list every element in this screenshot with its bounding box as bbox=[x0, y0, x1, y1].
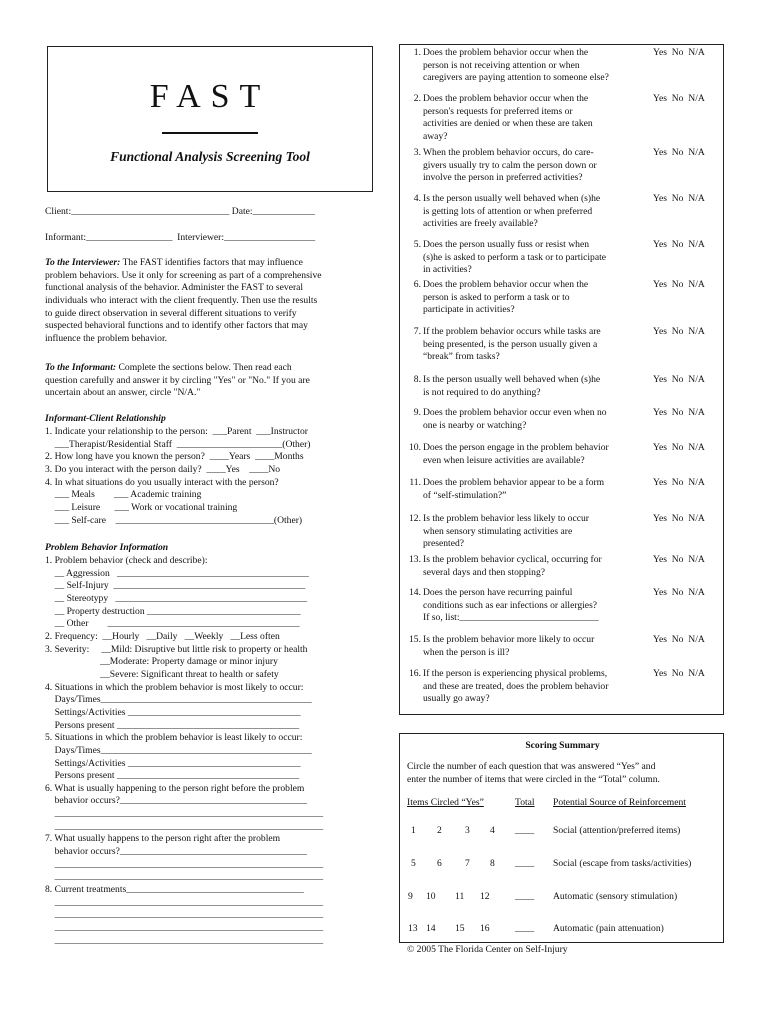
question-line: is getting lots of attention or when preferred bbox=[423, 205, 593, 217]
question-line: person is not receiving attention or when bbox=[423, 59, 580, 71]
header-source: Potential Source of Reinforcement bbox=[553, 797, 686, 808]
question-line: “break” from tasks? bbox=[423, 351, 500, 363]
question-line: Is the problem behavior less likely to occur bbox=[423, 513, 589, 524]
item-number[interactable]: 10 bbox=[426, 891, 436, 902]
item-number[interactable]: 14 bbox=[426, 923, 436, 934]
question-line: If the problem behavior occurs while tasks are bbox=[423, 326, 601, 337]
question-number: 10. bbox=[409, 442, 421, 453]
behavior-line[interactable]: ________________________________________________________ bbox=[45, 909, 324, 921]
question-text bbox=[423, 634, 649, 659]
informant-interviewer-line[interactable]: Informant:__________________ Interviewer:___________________ bbox=[45, 232, 316, 243]
question-number: 7. bbox=[413, 326, 421, 337]
question-line: conditions such as ear infections or allergies? bbox=[423, 599, 598, 611]
relationship-line[interactable]: 2. How long have you known the person? ____Years ____Months bbox=[45, 451, 304, 463]
scoring-instructions bbox=[407, 761, 719, 786]
form-subtitle: Functional Analysis Screening Tool bbox=[110, 148, 310, 164]
interviewer-line: problem behaviors. Use it only for screening as part of a comprehensive bbox=[45, 269, 322, 281]
question-line: If the person is experiencing physical problems, bbox=[423, 668, 608, 679]
answer-options[interactable]: Yes No N/A bbox=[653, 326, 705, 337]
behavior-line[interactable]: 5. Situations in which the problem behavior is least likely to occur: bbox=[45, 732, 303, 744]
behavior-line[interactable]: __ Property destruction ________________________________ bbox=[45, 605, 301, 617]
behavior-line[interactable]: 4. Situations in which the problem behavior is most likely to occur: bbox=[45, 681, 304, 693]
behavior-line[interactable]: ________________________________________________________ bbox=[45, 934, 324, 946]
relationship-line[interactable]: ___Therapist/Residential Staff ______________________(Other) bbox=[45, 438, 311, 450]
question-number: 8. bbox=[413, 374, 421, 385]
relationship-line[interactable]: 1. Indicate your relationship to the person: ___Parent ___Instructor bbox=[45, 426, 308, 437]
question-number: 1. bbox=[413, 47, 421, 58]
question-line: Does the problem behavior occur when the bbox=[423, 279, 589, 290]
question-line: usually go away? bbox=[423, 693, 490, 705]
question-line: presented? bbox=[423, 538, 465, 550]
relationship-section[interactable] bbox=[45, 426, 377, 527]
question-number: 6. bbox=[413, 279, 421, 290]
question-line: When the problem behavior occurs, do care- bbox=[423, 147, 594, 158]
reinforcement-source: Social (attention/preferred items) bbox=[553, 825, 681, 836]
header-total: Total bbox=[515, 797, 535, 808]
question-line: Does the problem behavior occur when the bbox=[423, 93, 589, 104]
total-field[interactable]: ____ bbox=[515, 858, 535, 869]
behavior-line[interactable]: behavior occurs?_______________________________________ bbox=[45, 846, 307, 858]
item-number[interactable]: 16 bbox=[480, 923, 490, 934]
item-number[interactable]: 3 bbox=[465, 825, 470, 836]
item-number[interactable]: 9 bbox=[408, 891, 413, 902]
behavior-line[interactable]: 3. Severity: __Mild: Disruptive but little risk to property or health bbox=[45, 643, 308, 655]
informant-line: question carefully and answer it by circling "Yes" or "No." If you are bbox=[45, 374, 310, 386]
question-line: when sensory stimulating activities are bbox=[423, 525, 573, 537]
interviewer-line: The FAST identifies factors that may influence bbox=[122, 257, 303, 268]
item-number[interactable]: 8 bbox=[490, 858, 495, 869]
item-number[interactable]: 15 bbox=[455, 923, 465, 934]
question-text bbox=[423, 47, 649, 85]
item-number[interactable]: 13 bbox=[408, 923, 418, 934]
scoring-summary-box bbox=[399, 733, 724, 943]
question-text bbox=[423, 374, 649, 399]
item-number[interactable]: 6 bbox=[437, 858, 442, 869]
answer-options[interactable]: Yes No N/A bbox=[653, 477, 705, 488]
relationship-line[interactable]: 3. Do you interact with the person daily? ____Yes ____No bbox=[45, 463, 281, 475]
behavior-line[interactable]: ________________________________________________________ bbox=[45, 858, 324, 870]
question-line: activities are denied or when these are taken bbox=[423, 118, 593, 130]
relationship-line: 4. In what situations do you usually interact with the person? bbox=[45, 476, 279, 488]
informant-lead: To the Informant: bbox=[45, 362, 117, 373]
interviewer-line: to guide direct observation in several different situations to verify bbox=[45, 307, 297, 319]
question-text bbox=[423, 93, 649, 144]
copyright: © 2005 The Florida Center on Self-Injury bbox=[407, 944, 568, 955]
answer-options[interactable]: Yes No N/A bbox=[653, 634, 705, 645]
behavior-line[interactable]: ________________________________________________________ bbox=[45, 896, 324, 908]
behavior-line[interactable]: __Severe: Significant threat to health or safety bbox=[45, 668, 279, 680]
question-text bbox=[423, 587, 649, 625]
behavior-line[interactable]: Days/Times____________________________________________ bbox=[45, 744, 312, 756]
behavior-line[interactable]: 2. Frequency: __Hourly __Daily __Weekly __Less often bbox=[45, 630, 280, 642]
behavior-line[interactable]: ________________________________________________________ bbox=[45, 808, 324, 820]
answer-options[interactable]: Yes No N/A bbox=[653, 374, 705, 385]
client-date-line[interactable]: Client:_________________________________ Date:_____________ bbox=[45, 206, 315, 217]
interviewer-line: suspected behavioral functions and to identify other factors that may bbox=[45, 320, 308, 332]
answer-options[interactable]: Yes No N/A bbox=[653, 442, 705, 453]
question-text bbox=[423, 513, 649, 551]
question-line: being presented, is the person usually given a bbox=[423, 338, 598, 350]
behavior-heading: Problem Behavior Information bbox=[45, 542, 169, 553]
relationship-line[interactable]: ___ Meals ___ Academic training bbox=[45, 489, 202, 501]
question-line: participate in activities? bbox=[423, 304, 515, 316]
question-text bbox=[423, 193, 649, 231]
question-text bbox=[423, 668, 649, 706]
scoring-instruction-line: Circle the number of each question that was answered “Yes” and bbox=[407, 761, 656, 772]
item-number[interactable]: 4 bbox=[490, 825, 495, 836]
question-line: person is asked to perform a task or to bbox=[423, 291, 570, 303]
interviewer-line: functional analysis of the behavior. Administer the FAST to several bbox=[45, 282, 304, 294]
question-line: Is the problem behavior cyclical, occurring for bbox=[423, 554, 602, 565]
title-rule bbox=[162, 132, 258, 134]
question-line: givers usually try to calm the person down or bbox=[423, 159, 597, 171]
answer-options[interactable]: Yes No N/A bbox=[653, 407, 705, 418]
question-line: when the person is ill? bbox=[423, 646, 510, 658]
behavior-line[interactable]: __ Self-Injury ________________________________________ bbox=[45, 580, 306, 592]
reinforcement-source: Automatic (sensory stimulation) bbox=[553, 891, 678, 902]
question-text bbox=[423, 407, 649, 432]
relationship-heading: Informant-Client Relationship bbox=[45, 413, 166, 424]
question-line: is not required to do anything? bbox=[423, 386, 541, 398]
question-line: Does the problem behavior occur even when no bbox=[423, 407, 607, 418]
behavior-line[interactable]: 7. What usually happens to the person right after the problem bbox=[45, 833, 281, 845]
title-box bbox=[47, 46, 373, 192]
question-line: Does the problem behavior appear to be a form bbox=[423, 477, 605, 488]
questions-box bbox=[399, 44, 724, 715]
behavior-line[interactable]: ________________________________________________________ bbox=[45, 871, 324, 883]
question-line: involve the person in preferred activities? bbox=[423, 172, 583, 184]
interviewer-line: individuals who interact with the client frequently. Then use the results bbox=[45, 294, 318, 306]
item-number[interactable]: 7 bbox=[465, 858, 470, 869]
question-line: and these are treated, does the problem behavior bbox=[423, 680, 609, 692]
reinforcement-source: Automatic (pain attenuation) bbox=[553, 923, 664, 934]
behavior-line[interactable]: ________________________________________________________ bbox=[45, 820, 324, 832]
question-line: away? bbox=[423, 130, 448, 142]
question-number: 9. bbox=[413, 407, 421, 418]
question-line: even when leisure activities are available? bbox=[423, 454, 585, 466]
question-text bbox=[423, 279, 649, 317]
item-number[interactable]: 2 bbox=[437, 825, 442, 836]
informant-line: Complete the sections below. Then read each bbox=[118, 362, 292, 373]
form-title: FAST bbox=[149, 78, 271, 115]
relationship-line[interactable]: ___ Leisure ___ Work or vocational training bbox=[45, 501, 238, 513]
behavior-line[interactable]: Days/Times____________________________________________ bbox=[45, 694, 312, 706]
question-number: 12. bbox=[409, 513, 421, 524]
question-line: in activities? bbox=[423, 264, 472, 276]
question-text bbox=[423, 554, 649, 579]
interviewer-line: influence the problem behavior. bbox=[45, 332, 168, 344]
behavior-line[interactable]: 8. Current treatments_____________________________________ bbox=[45, 884, 304, 896]
informant-instructions bbox=[45, 362, 377, 400]
scoring-instruction-line: enter the number of items that were circled in the “Total” column. bbox=[407, 773, 660, 785]
answer-options[interactable]: Yes No N/A bbox=[653, 193, 705, 204]
question-line: several days and then stopping? bbox=[423, 566, 546, 578]
question-line: Does the person have recurring painful bbox=[423, 587, 573, 598]
behavior-line[interactable]: __ Other ________________________________________ bbox=[45, 618, 300, 630]
behavior-line[interactable]: __Moderate: Property damage or minor injury bbox=[45, 656, 278, 668]
answer-options[interactable]: Yes No N/A bbox=[653, 47, 705, 58]
item-number[interactable]: 12 bbox=[480, 891, 490, 902]
question-number: 11. bbox=[409, 477, 421, 488]
behavior-line[interactable]: Persons present ______________________________________ bbox=[45, 719, 300, 731]
question-text bbox=[423, 326, 649, 364]
interviewer-lead: To the Interviewer: bbox=[45, 257, 121, 268]
question-line: If so, list:_____________________________ bbox=[423, 612, 599, 624]
answer-options[interactable]: Yes No N/A bbox=[653, 147, 705, 158]
question-number: 5. bbox=[413, 239, 421, 250]
question-number: 16. bbox=[409, 668, 421, 679]
behavior-line[interactable]: 6. What is usually happening to the person right before the problem bbox=[45, 782, 305, 794]
item-number[interactable]: 11 bbox=[455, 891, 465, 902]
question-line: one is nearby or watching? bbox=[423, 419, 527, 431]
reinforcement-source: Social (escape from tasks/activities) bbox=[553, 858, 692, 869]
question-line: Is the person usually well behaved when (s)he bbox=[423, 193, 601, 204]
question-number: 15. bbox=[409, 634, 421, 645]
total-field[interactable]: ____ bbox=[515, 891, 535, 902]
behavior-line[interactable]: ________________________________________________________ bbox=[45, 922, 324, 934]
question-number: 14. bbox=[409, 587, 421, 598]
question-text bbox=[423, 239, 649, 277]
behavior-line[interactable]: 1. Problem behavior (check and describe): bbox=[45, 555, 208, 566]
question-line: Is the person usually well behaved when (s)he bbox=[423, 374, 601, 385]
question-number: 3. bbox=[413, 147, 421, 158]
question-line: Does the problem behavior occur when the bbox=[423, 47, 589, 58]
answer-options[interactable]: Yes No N/A bbox=[653, 554, 705, 565]
question-line: caregivers are paying attention to someone else? bbox=[423, 72, 609, 84]
behavior-section[interactable] bbox=[45, 555, 377, 947]
relationship-line[interactable]: ___ Self-care _________________________________(Other) bbox=[45, 514, 303, 526]
item-number[interactable]: 5 bbox=[411, 858, 416, 869]
question-text bbox=[423, 442, 649, 467]
answer-options[interactable]: Yes No N/A bbox=[653, 513, 705, 524]
question-line: Does the person usually fuss or resist when bbox=[423, 239, 589, 250]
interviewer-instructions bbox=[45, 257, 377, 346]
question-text bbox=[423, 147, 649, 185]
behavior-line[interactable]: Persons present ______________________________________ bbox=[45, 770, 300, 782]
total-field[interactable]: ____ bbox=[515, 825, 535, 836]
answer-options[interactable]: Yes No N/A bbox=[653, 279, 705, 290]
answer-options[interactable]: Yes No N/A bbox=[653, 239, 705, 250]
behavior-line[interactable]: __ Aggression ________________________________________ bbox=[45, 567, 309, 579]
question-line: Is the problem behavior more likely to occur bbox=[423, 634, 595, 645]
scoring-title: Scoring Summary bbox=[525, 740, 600, 751]
question-text bbox=[423, 477, 649, 502]
informant-line: uncertain about an answer, circle "N/A." bbox=[45, 387, 201, 399]
behavior-line[interactable]: Settings/Activities ____________________________________ bbox=[45, 706, 301, 718]
behavior-line[interactable]: behavior occurs?_______________________________________ bbox=[45, 795, 307, 807]
question-number: 13. bbox=[409, 554, 421, 565]
item-number[interactable]: 1 bbox=[411, 825, 416, 836]
answer-options[interactable]: Yes No N/A bbox=[653, 587, 705, 598]
header-items-circled: Items Circled “Yes” bbox=[407, 797, 484, 808]
answer-options[interactable]: Yes No N/A bbox=[653, 668, 705, 679]
behavior-line[interactable]: Settings/Activities ____________________________________ bbox=[45, 757, 301, 769]
question-line: person's requests for preferred items or bbox=[423, 105, 573, 117]
question-line: of “self-stimulation?” bbox=[423, 489, 507, 501]
behavior-line[interactable]: __ Stereotypy ________________________________________ bbox=[45, 592, 308, 604]
question-line: Does the person engage in the problem behavior bbox=[423, 442, 609, 453]
question-line: activities are freely available? bbox=[423, 218, 538, 230]
question-number: 2. bbox=[413, 93, 421, 104]
question-line: (s)he is asked to perform a task or to participate bbox=[423, 251, 607, 263]
question-number: 4. bbox=[413, 193, 421, 204]
total-field[interactable]: ____ bbox=[515, 923, 535, 934]
answer-options[interactable]: Yes No N/A bbox=[653, 93, 705, 104]
